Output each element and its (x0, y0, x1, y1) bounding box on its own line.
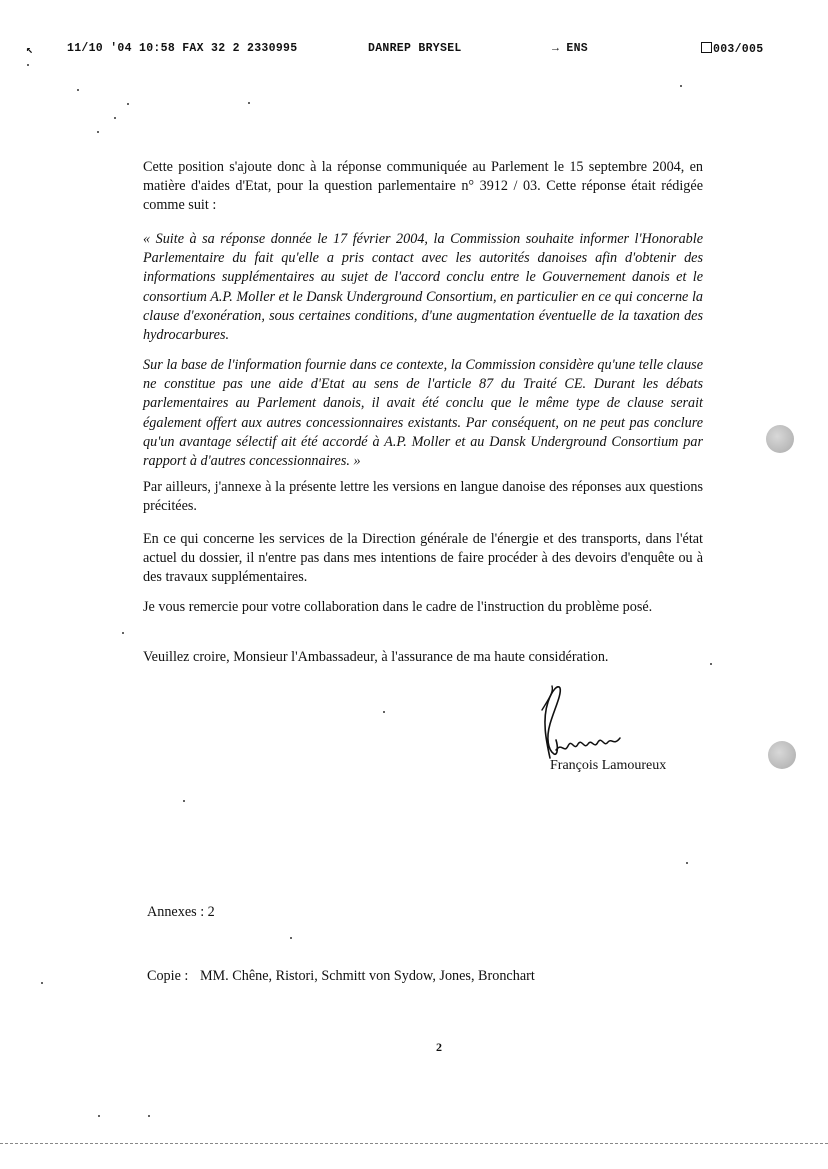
fax-checkbox-icon (701, 42, 712, 53)
fax-page-counter (701, 42, 763, 56)
body-paragraph-intro: Cette position s'ajoute donc à la réponse communiquée au Parlement le 15 septembre 2004, en matière d'aides d'Etat, pour la question parlementaire n° 3912 / 03. Cette réponse était rédigée comme suit : (143, 159, 703, 214)
scan-speck (248, 102, 250, 104)
fax-sender: DANREP BRYSEL (368, 42, 462, 55)
scan-speck (114, 117, 116, 119)
copy-recipients: MM. Chêne, Ristori, Schmitt von Sydow, Jones, Bronchart (199, 968, 535, 984)
punch-hole (766, 425, 794, 453)
scan-speck (27, 64, 29, 66)
scan-speck (680, 85, 682, 87)
handwritten-signature (528, 680, 638, 762)
scan-speck (127, 103, 129, 105)
scan-speck (77, 89, 79, 91)
annexes-line: Annexes : 2 (147, 904, 215, 920)
scan-speck (97, 131, 99, 133)
scan-speck (383, 711, 385, 713)
signatory-name: François Lamoureux (550, 758, 667, 773)
scan-speck (122, 632, 124, 634)
scan-speck (710, 663, 712, 665)
fax-datetime: 11/10 '04 10:58 FAX 32 2 2330995 (67, 42, 298, 55)
closing-formula: Veuillez croire, Monsieur l'Ambassadeur, à l'assurance de ma haute considération. (143, 649, 609, 665)
page-number: 2 (436, 1040, 442, 1054)
fax-header (0, 42, 828, 60)
scan-speck (41, 982, 43, 984)
body-paragraph-thanks: Je vous remercie pour votre collaboration dans le cadre de l'instruction du problème posé. (143, 599, 653, 615)
copy-label: Copie : (147, 968, 189, 984)
scan-bottom-edge (0, 1143, 828, 1144)
quoted-answer-part-2: Sur la base de l'information fournie dans ce contexte, la Commission considère qu'une telle clause ne constitue pas une aide d'Etat au sens de l'article 87 du Traité CE. Durant les débats parlementaires au Parlement danois, il avait été conclu que le même type de clause serait également offert aux autres concessionnaires existants. Par conséquent, on ne peut pas conclure qu'un avantage sélectif ait été accordé à A.P. Moller et au Dansk Underground Consortium par rapport à d'autres concessionnaires. » (143, 357, 703, 470)
quoted-answer-part-1: « Suite à sa réponse donnée le 17 février 2004, la Commission souhaite informer l'Honorable Parlementaire du fait qu'elle a pris contact avec les autorités danoises afin d'obtenir des informations supplémentaires au sujet de l'accord conclu entre le Gouvernement danois et le consortium A.P. Moller et le Dansk Underground Consortium, en particulier en ce qui concerne la clause d'exonération, sous certaines conditions, d'une augmentation éventuelle de la taxation des hydrocarbures. (143, 231, 703, 344)
fax-destination: → ENS (552, 42, 589, 55)
scan-speck (148, 1115, 150, 1117)
scan-speck (183, 800, 185, 802)
fax-page-counter-text: 003/005 (713, 43, 764, 56)
scan-speck (290, 937, 292, 939)
fax-mark-icon: ↖ (26, 44, 34, 57)
copy-line (147, 968, 535, 985)
scan-speck (686, 862, 688, 864)
punch-hole (768, 741, 796, 769)
body-paragraph-annex: Par ailleurs, j'annexe à la présente lettre les versions en langue danoise des réponses aux questions précitées. (143, 479, 703, 515)
body-paragraph-services: En ce qui concerne les services de la Direction générale de l'énergie et des transports, dans l'état actuel du dossier, il n'entre pas dans mes intentions de faire procéder à des devoirs d'enquête ou à des travaux supplémentaires. (143, 531, 703, 586)
scan-speck (98, 1115, 100, 1117)
